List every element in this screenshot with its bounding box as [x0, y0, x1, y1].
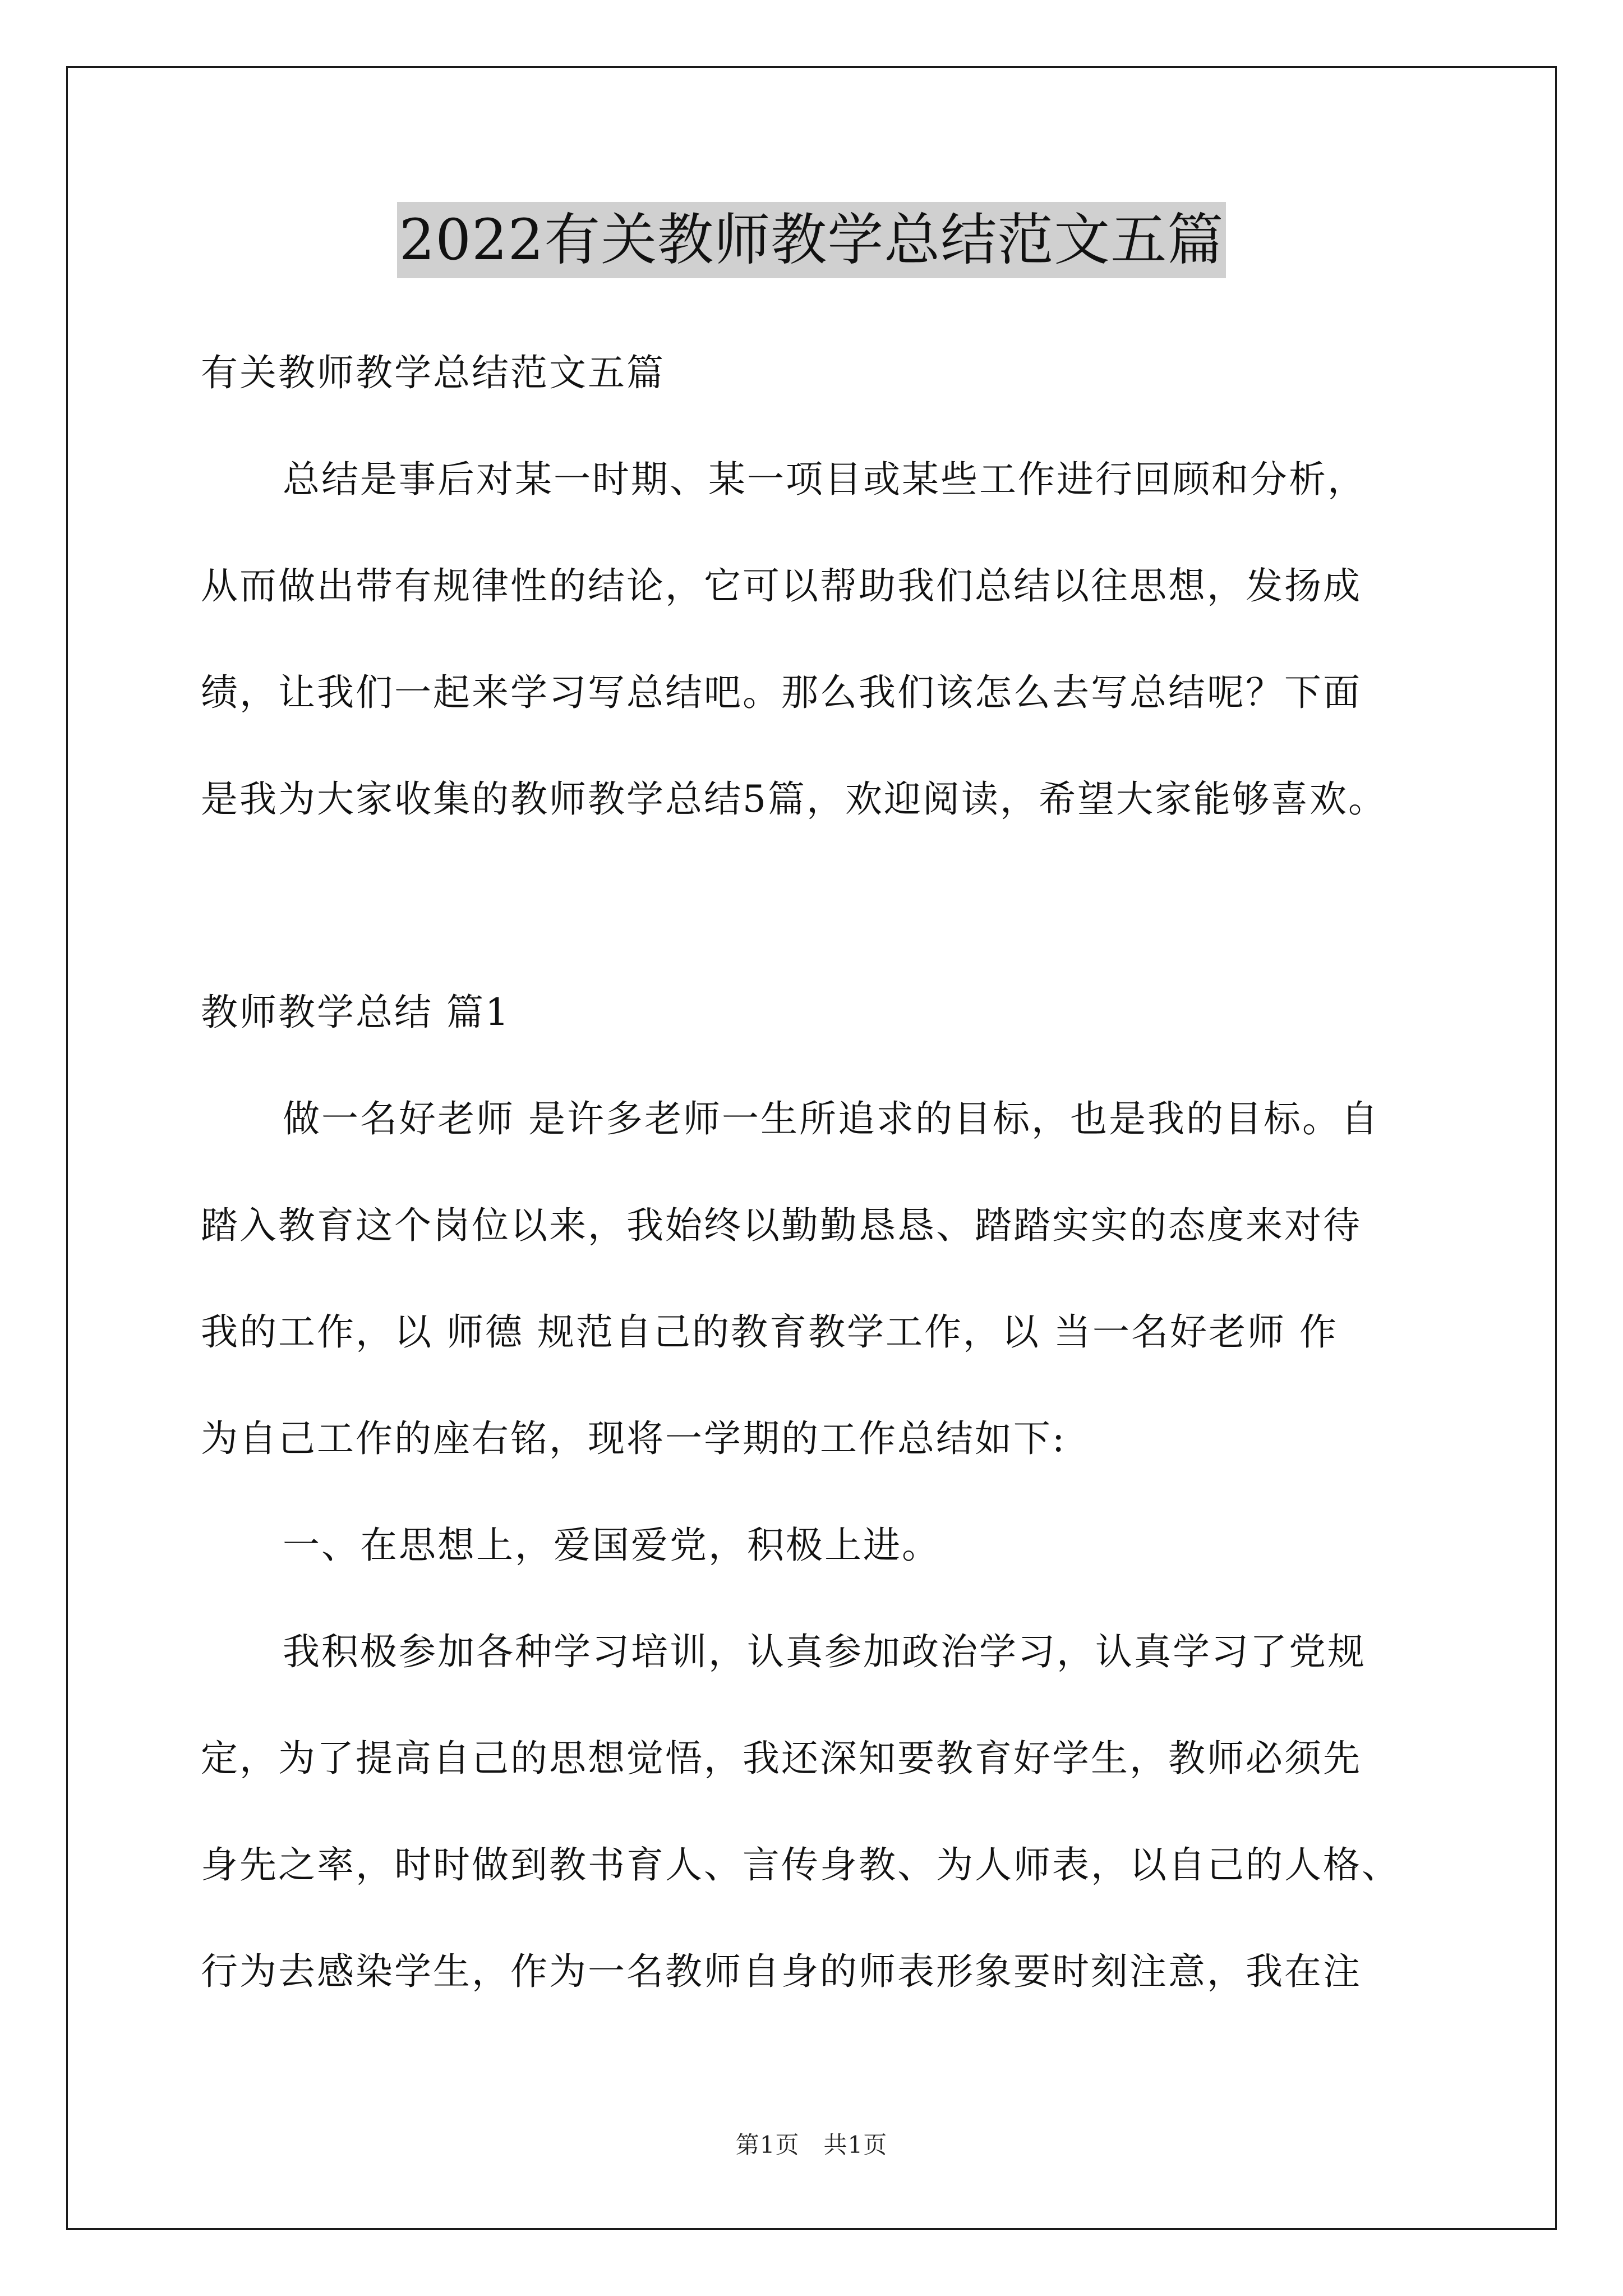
paragraph-line: 行为去感染学生，作为一名教师自身的师表形象要时刻注意，我在注: [201, 1950, 1362, 1993]
section-heading: 有关教师教学总结范文五篇: [201, 351, 665, 394]
paragraph-line: 做一名好老师 是许多老师一生所追求的目标，也是我的目标。自: [283, 1097, 1380, 1140]
page-number-footer: 第1页 共1页: [735, 2131, 888, 2159]
document-title: 2022有关教师教学总结范文五篇: [397, 202, 1227, 278]
paragraph-line: 我的工作，以 师德 规范自己的教育教学工作，以 当一名好老师 作: [201, 1310, 1338, 1354]
paragraph-line: 身先之率，时时做到教书育人、言传身教、为人师表，以自己的人格、: [201, 1843, 1400, 1887]
paragraph-line: 踏入教育这个岗位以来，我始终以勤勤恳恳、踏踏实实的态度来对待: [201, 1204, 1362, 1247]
paragraph-line: 从而做出带有规律性的结论，它可以帮助我们总结以往思想，发扬成: [201, 564, 1362, 608]
paragraph-line: 为自己工作的座右铭，现将一学期的工作总结如下:: [201, 1417, 1067, 1460]
paragraph-gap: [201, 853, 1446, 959]
paragraph-line: 我积极参加各种学习培训，认真参加政治学习，认真学习了党规: [283, 1630, 1366, 1673]
paragraph-line: 是我为大家收集的教师教学总结5篇，欢迎阅读，希望大家能够喜欢。: [201, 777, 1387, 821]
section-heading: 教师教学总结 篇1: [201, 991, 510, 1034]
document-body: [201, 320, 1446, 2025]
paragraph-line: 绩，让我们一起来学习写总结吧。那么我们该怎么去写总结呢？下面: [201, 671, 1362, 714]
title-container: [0, 202, 1623, 278]
paragraph-line: 定，为了提高自己的思想觉悟，我还深知要教育好学生，教师必须先: [201, 1737, 1362, 1780]
paragraph-line: 一、在思想上，爱国爱党，积极上进。: [283, 1524, 940, 1567]
paragraph-line: 总结是事后对某一时期、某一项目或某些工作进行回顾和分析，: [283, 458, 1366, 501]
